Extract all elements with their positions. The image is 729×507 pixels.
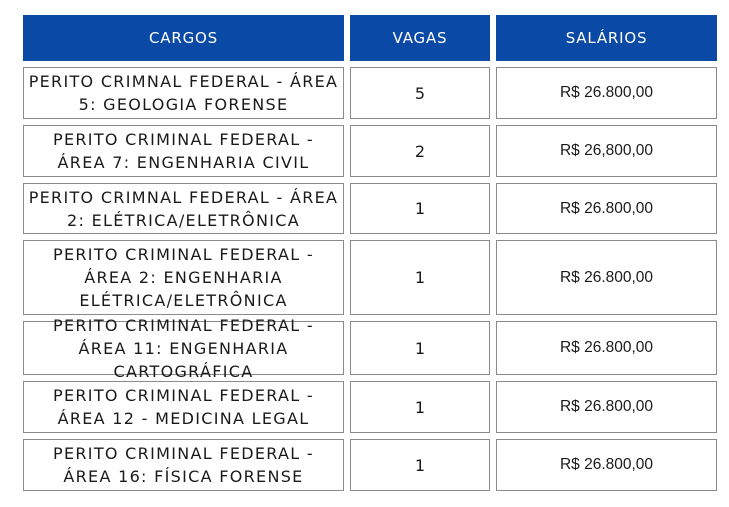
table-row-6-cargo: PERITO CRIMINAL FEDERAL - ÁREA 12 - MEDICINA LEGAL [23, 381, 344, 433]
table-row-4-cargo: PERITO CRIMINAL FEDERAL - ÁREA 2: ENGENHARIA ELÉTRICA/ELETRÔNICA [23, 240, 344, 315]
table-row-4-vagas: 1 [350, 240, 490, 315]
table-row-1-cargo: PERITO CRIMNAL FEDERAL - ÁREA 5: GEOLOGIA FORENSE [23, 67, 344, 119]
table-row-6-salario: R$ 26.800,00 [496, 381, 717, 433]
table-row-7-vagas: 1 [350, 439, 490, 491]
header-cargos: CARGOS [23, 15, 344, 61]
table-row-5-cargo: PERITO CRIMINAL FEDERAL - ÁREA 11: ENGENHARIA CARTOGRÁFICA [23, 321, 344, 375]
table-row-2-cargo: PERITO CRIMINAL FEDERAL - ÁREA 7: ENGENHARIA CIVIL [23, 125, 344, 177]
table-row-5-salario: R$ 26.800,00 [496, 321, 717, 375]
header-vagas: VAGAS [350, 15, 490, 61]
table-row-3-vagas: 1 [350, 183, 490, 234]
table-row-1-vagas: 5 [350, 67, 490, 119]
table-row-3-salario: R$ 26.800,00 [496, 183, 717, 234]
header-salarios: SALÁRIOS [496, 15, 717, 61]
table-row-3-cargo: PERITO CRIMNAL FEDERAL - ÁREA 2: ELÉTRICA/ELETRÔNICA [23, 183, 344, 234]
table-row-2-vagas: 2 [350, 125, 490, 177]
table-row-1-salario: R$ 26.800,00 [496, 67, 717, 119]
table-row-6-vagas: 1 [350, 381, 490, 433]
table-row-4-salario: R$ 26.800,00 [496, 240, 717, 315]
table-row-5-vagas: 1 [350, 321, 490, 375]
table-row-7-salario: R$ 26.800,00 [496, 439, 717, 491]
table-row-2-salario: R$ 26,800,00 [496, 125, 717, 177]
table-row-7-cargo: PERITO CRIMINAL FEDERAL - ÁREA 16: FÍSICA FORENSE [23, 439, 344, 491]
